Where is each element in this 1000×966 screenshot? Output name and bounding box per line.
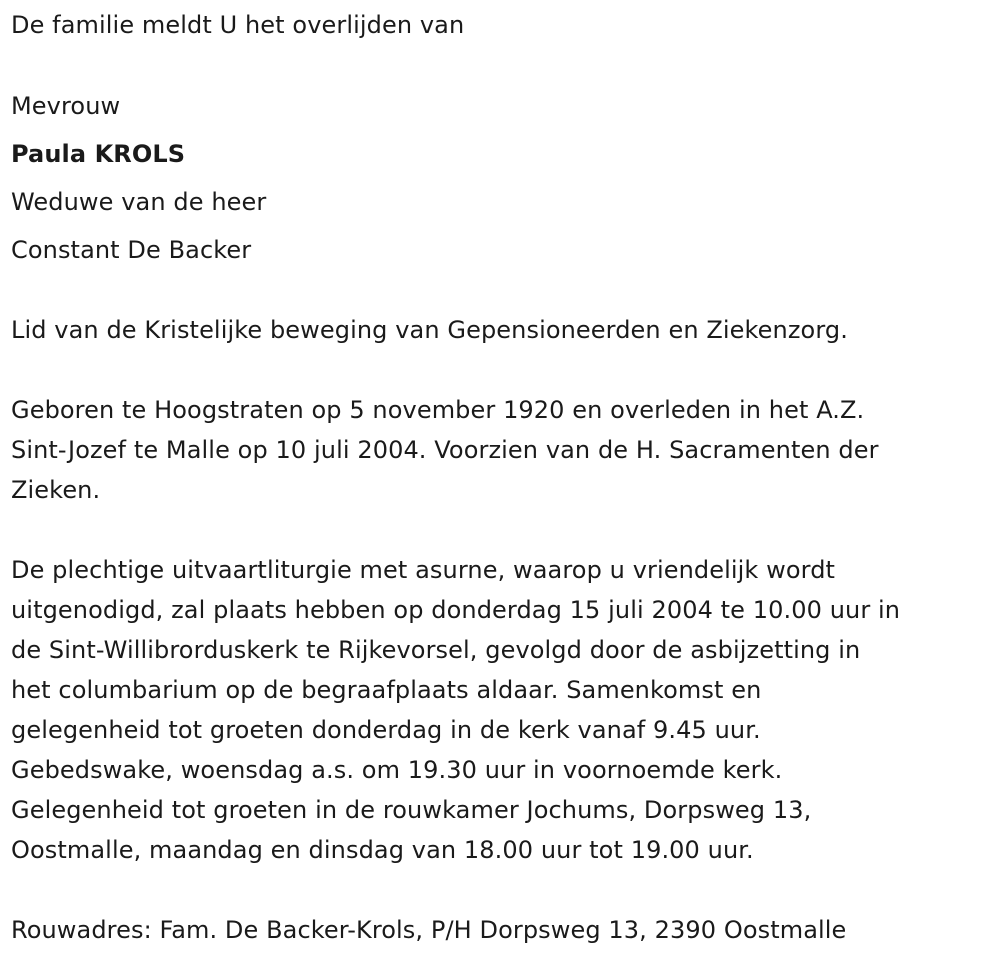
birth-death-line: Geboren te Hoogstraten op 5 november 1920 en overleden in het A.Z. — [11, 396, 865, 424]
spouse-line-1: Weduwe van de heer — [11, 188, 267, 216]
intro-text: De familie meldt U het overlijden van — [11, 11, 465, 39]
funeral-line: Oostmalle, maandag en dinsdag van 18.00 uur tot 19.00 uur. — [11, 836, 754, 864]
funeral-paragraph — [11, 550, 986, 870]
birth-death-line: Zieken. — [11, 476, 101, 504]
address-text: Rouwadres: Fam. De Backer-Krols, P/H Dorpsweg 13, 2390 Oostmalle — [11, 916, 847, 944]
deceased-name: Paula KROLS — [11, 140, 186, 168]
membership-text: Lid van de Kristelijke beweging van Gepensioneerden en Ziekenzorg. — [11, 316, 848, 344]
salutation: Mevrouw — [11, 92, 121, 120]
funeral-line: uitgenodigd, zal plaats hebben op donderdag 15 juli 2004 te 10.00 uur in — [11, 596, 901, 624]
funeral-line: De plechtige uitvaartliturgie met asurne, waarop u vriendelijk wordt — [11, 556, 836, 584]
funeral-line: Gebedswake, woensdag a.s. om 19.30 uur in voornoemde kerk. — [11, 756, 783, 784]
funeral-line: gelegenheid tot groeten donderdag in de kerk vanaf 9.45 uur. — [11, 716, 761, 744]
spouse-line-2: Constant De Backer — [11, 236, 252, 264]
birth-death-paragraph — [11, 390, 986, 510]
funeral-line: de Sint-Willibrorduskerk te Rijkevorsel, gevolgd door de asbijzetting in — [11, 636, 861, 664]
funeral-line: Gelegenheid tot groeten in de rouwkamer Jochums, Dorpsweg 13, — [11, 796, 812, 824]
birth-death-line: Sint-Jozef te Malle op 10 juli 2004. Voorzien van de H. Sacramenten der — [11, 436, 879, 464]
funeral-line: het columbarium op de begraafplaats aldaar. Samenkomst en — [11, 676, 762, 704]
